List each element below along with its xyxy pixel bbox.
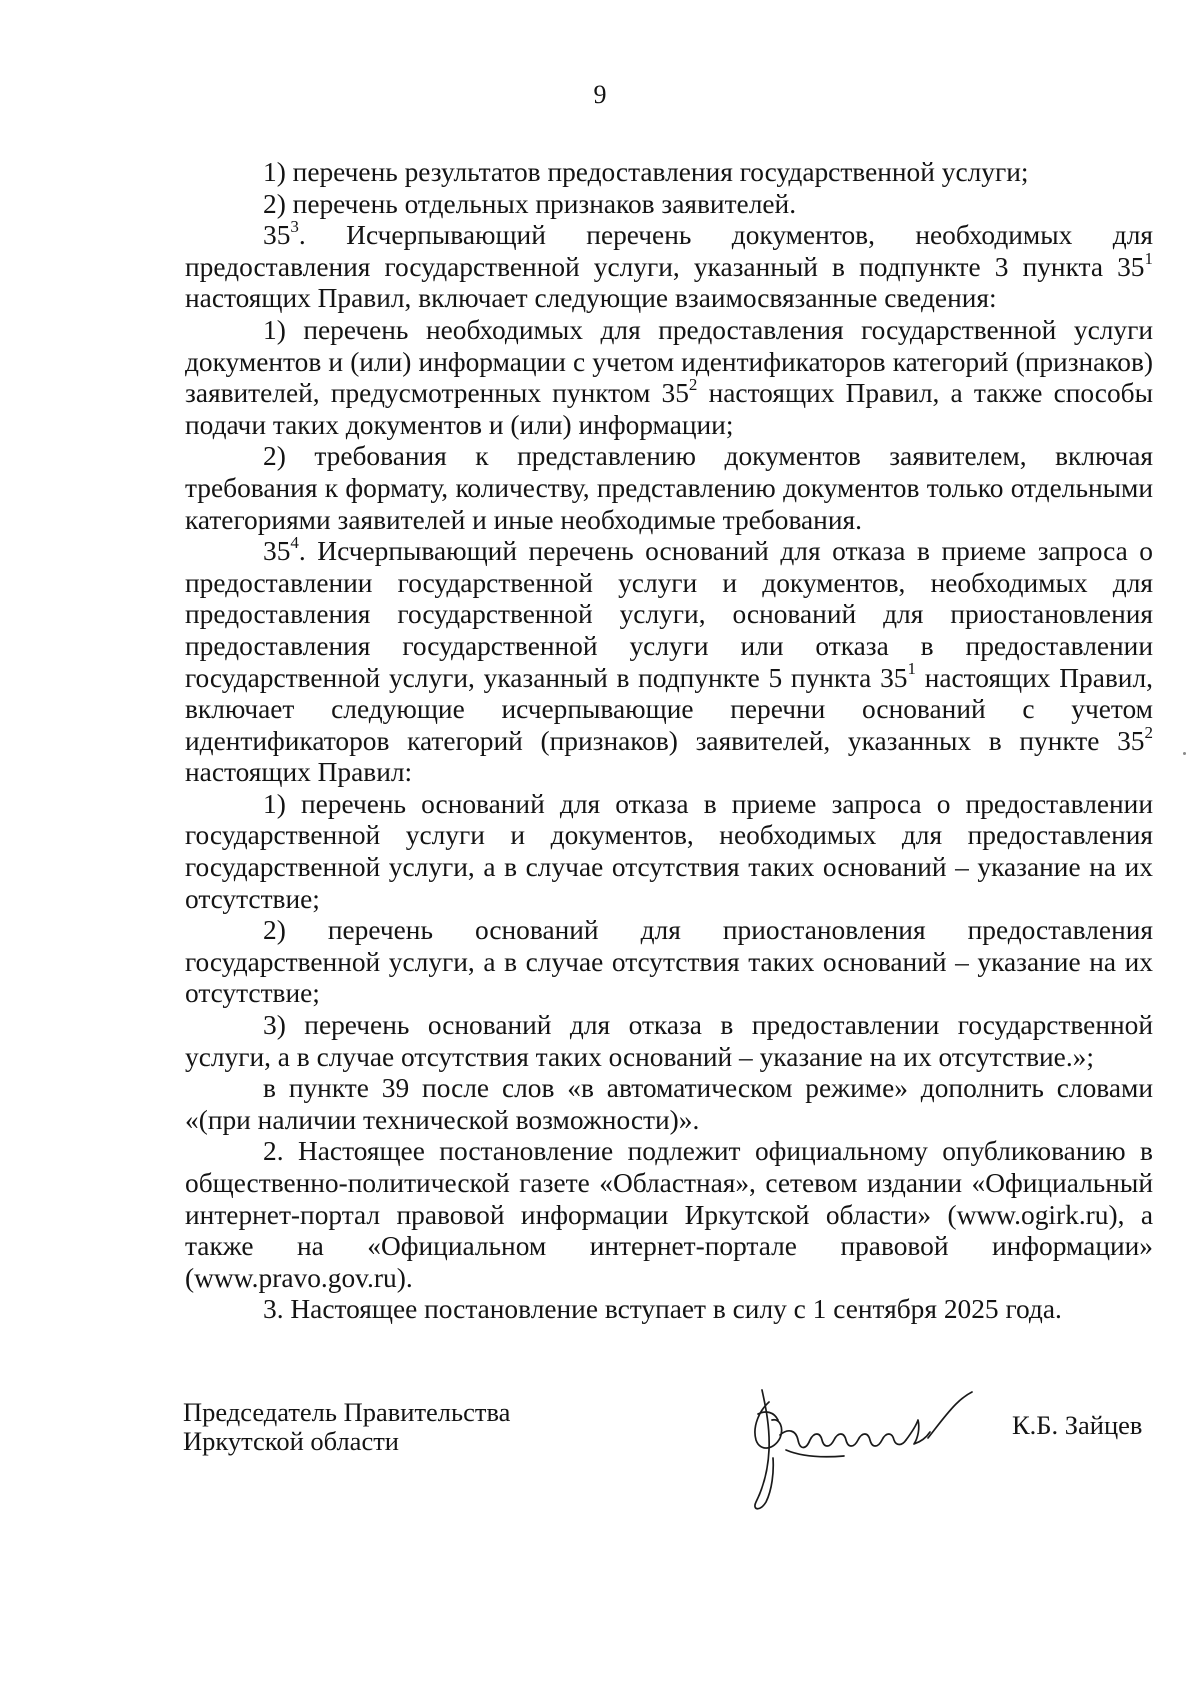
reference-superscript: 2 [1144,722,1153,742]
paragraph [185,315,1153,441]
paragraph-text-continued: настоящих Правил, включает следующие взаимосвязанные сведения: [185,283,997,314]
signatory-position-line: Иркутской области [183,1426,399,1456]
reference-superscript: 1 [907,659,916,679]
signatory-position [183,1398,510,1456]
paragraph [185,157,1153,189]
clause-superscript: 4 [290,533,299,552]
paragraph-text: . Исчерпывающий перечень оснований для отказа в приеме запроса о предоставлении государственной услуги и документов, необходимых для предоставления государственной услуги, оснований для приостановления предоставления государственной услуги или отказа в предоставлении государственной услуги, указанный в подпункте 5 пункта 35 [185,536,1153,693]
paragraph-text: 2. Настоящее постановление подлежит официальному опубликованию в общественно-политической газете «Областная», сетевом издании «Официальный интернет-портал правовой информации Иркутской области» (www.ogirk.ru), а также на «Официальном интернет-портале правовой информации» (www.pravo.gov.ru). [185,1136,1153,1293]
paragraph [185,1010,1153,1073]
page-number: 9 [593,80,607,109]
clause-number: 35 [263,536,291,567]
signatory-position-line: Председатель Правительства [183,1397,511,1427]
reference-superscript: 2 [688,375,698,395]
paragraph-text: 3) перечень оснований для отказа в предоставлении государственной услуги, а в случае отсутствия таких оснований – указание на их отсутствие.»; [185,1010,1153,1072]
paragraph [185,441,1153,536]
paragraph-text-continued: настоящих Правил, а также способы подачи таких документов и (или) информации; [185,378,1153,440]
paragraph-text: 1) перечень необходимых для предоставления государственной услуги документов и (или) информации с учетом идентификаторов категорий (признаков) заявителей, предусмотренных пунктом 35 [185,314,1153,409]
paragraph-text: . Исчерпывающий перечень документов, необходимых для предоставления государственной услуги, указанный в подпункте 3 пункта 35 [185,220,1153,282]
paragraph [185,189,1153,221]
paragraph-text: 2) требования к представлению документов заявителем, включая требования к формату, количеству, представлению документов только отдельными категориями заявителей и иные необходимые требования. [185,441,1153,535]
paragraph [185,789,1153,915]
paragraph-text: 2) перечень оснований для приостановления предоставления государственной услуги, а в случае отсутствия таких оснований – указание на их отсутствие; [185,915,1153,1009]
paragraph [185,1136,1153,1294]
paragraph [185,1073,1153,1136]
paragraph-text-continued: настоящих Правил: [185,757,413,788]
scan-artifact [1183,752,1186,755]
paragraph [185,1294,1153,1326]
paragraph-text: 1) перечень результатов предоставления государственной услуги; [263,157,1029,187]
paragraph-text: 3. Настоящее постановление вступает в силу с 1 сентября 2025 года. [263,1294,1062,1325]
paragraph-text: 2) перечень отдельных признаков заявителей. [263,188,797,219]
handwritten-signature [740,1380,990,1520]
paragraph-text: в пункте 39 после слов «в автоматическом режиме» дополнить словами «(при наличии технической возможности)». [185,1073,1153,1135]
paragraph-text: 1) перечень оснований для отказа в приеме запроса о предоставлении государственной услуги и документов, необходимых для предоставления государственной услуги, а в случае отсутствия таких оснований – указание на их отсутствие; [185,788,1153,914]
paragraph [185,217,1153,315]
paragraph [185,915,1153,1010]
document-body [185,157,1153,1326]
paragraph [185,533,1153,789]
clause-superscript: 3 [290,217,299,237]
signatory-name: К.Б. Зайцев [1012,1410,1143,1440]
paragraph-text-continued: настоящих Правил, включает следующие исчерпывающие перечни оснований с учетом идентификаторов категорий (признаков) заявителей, указанных в пункте 35 [185,662,1153,756]
clause-number: 35 [263,220,291,251]
reference-superscript: 1 [1144,248,1153,268]
